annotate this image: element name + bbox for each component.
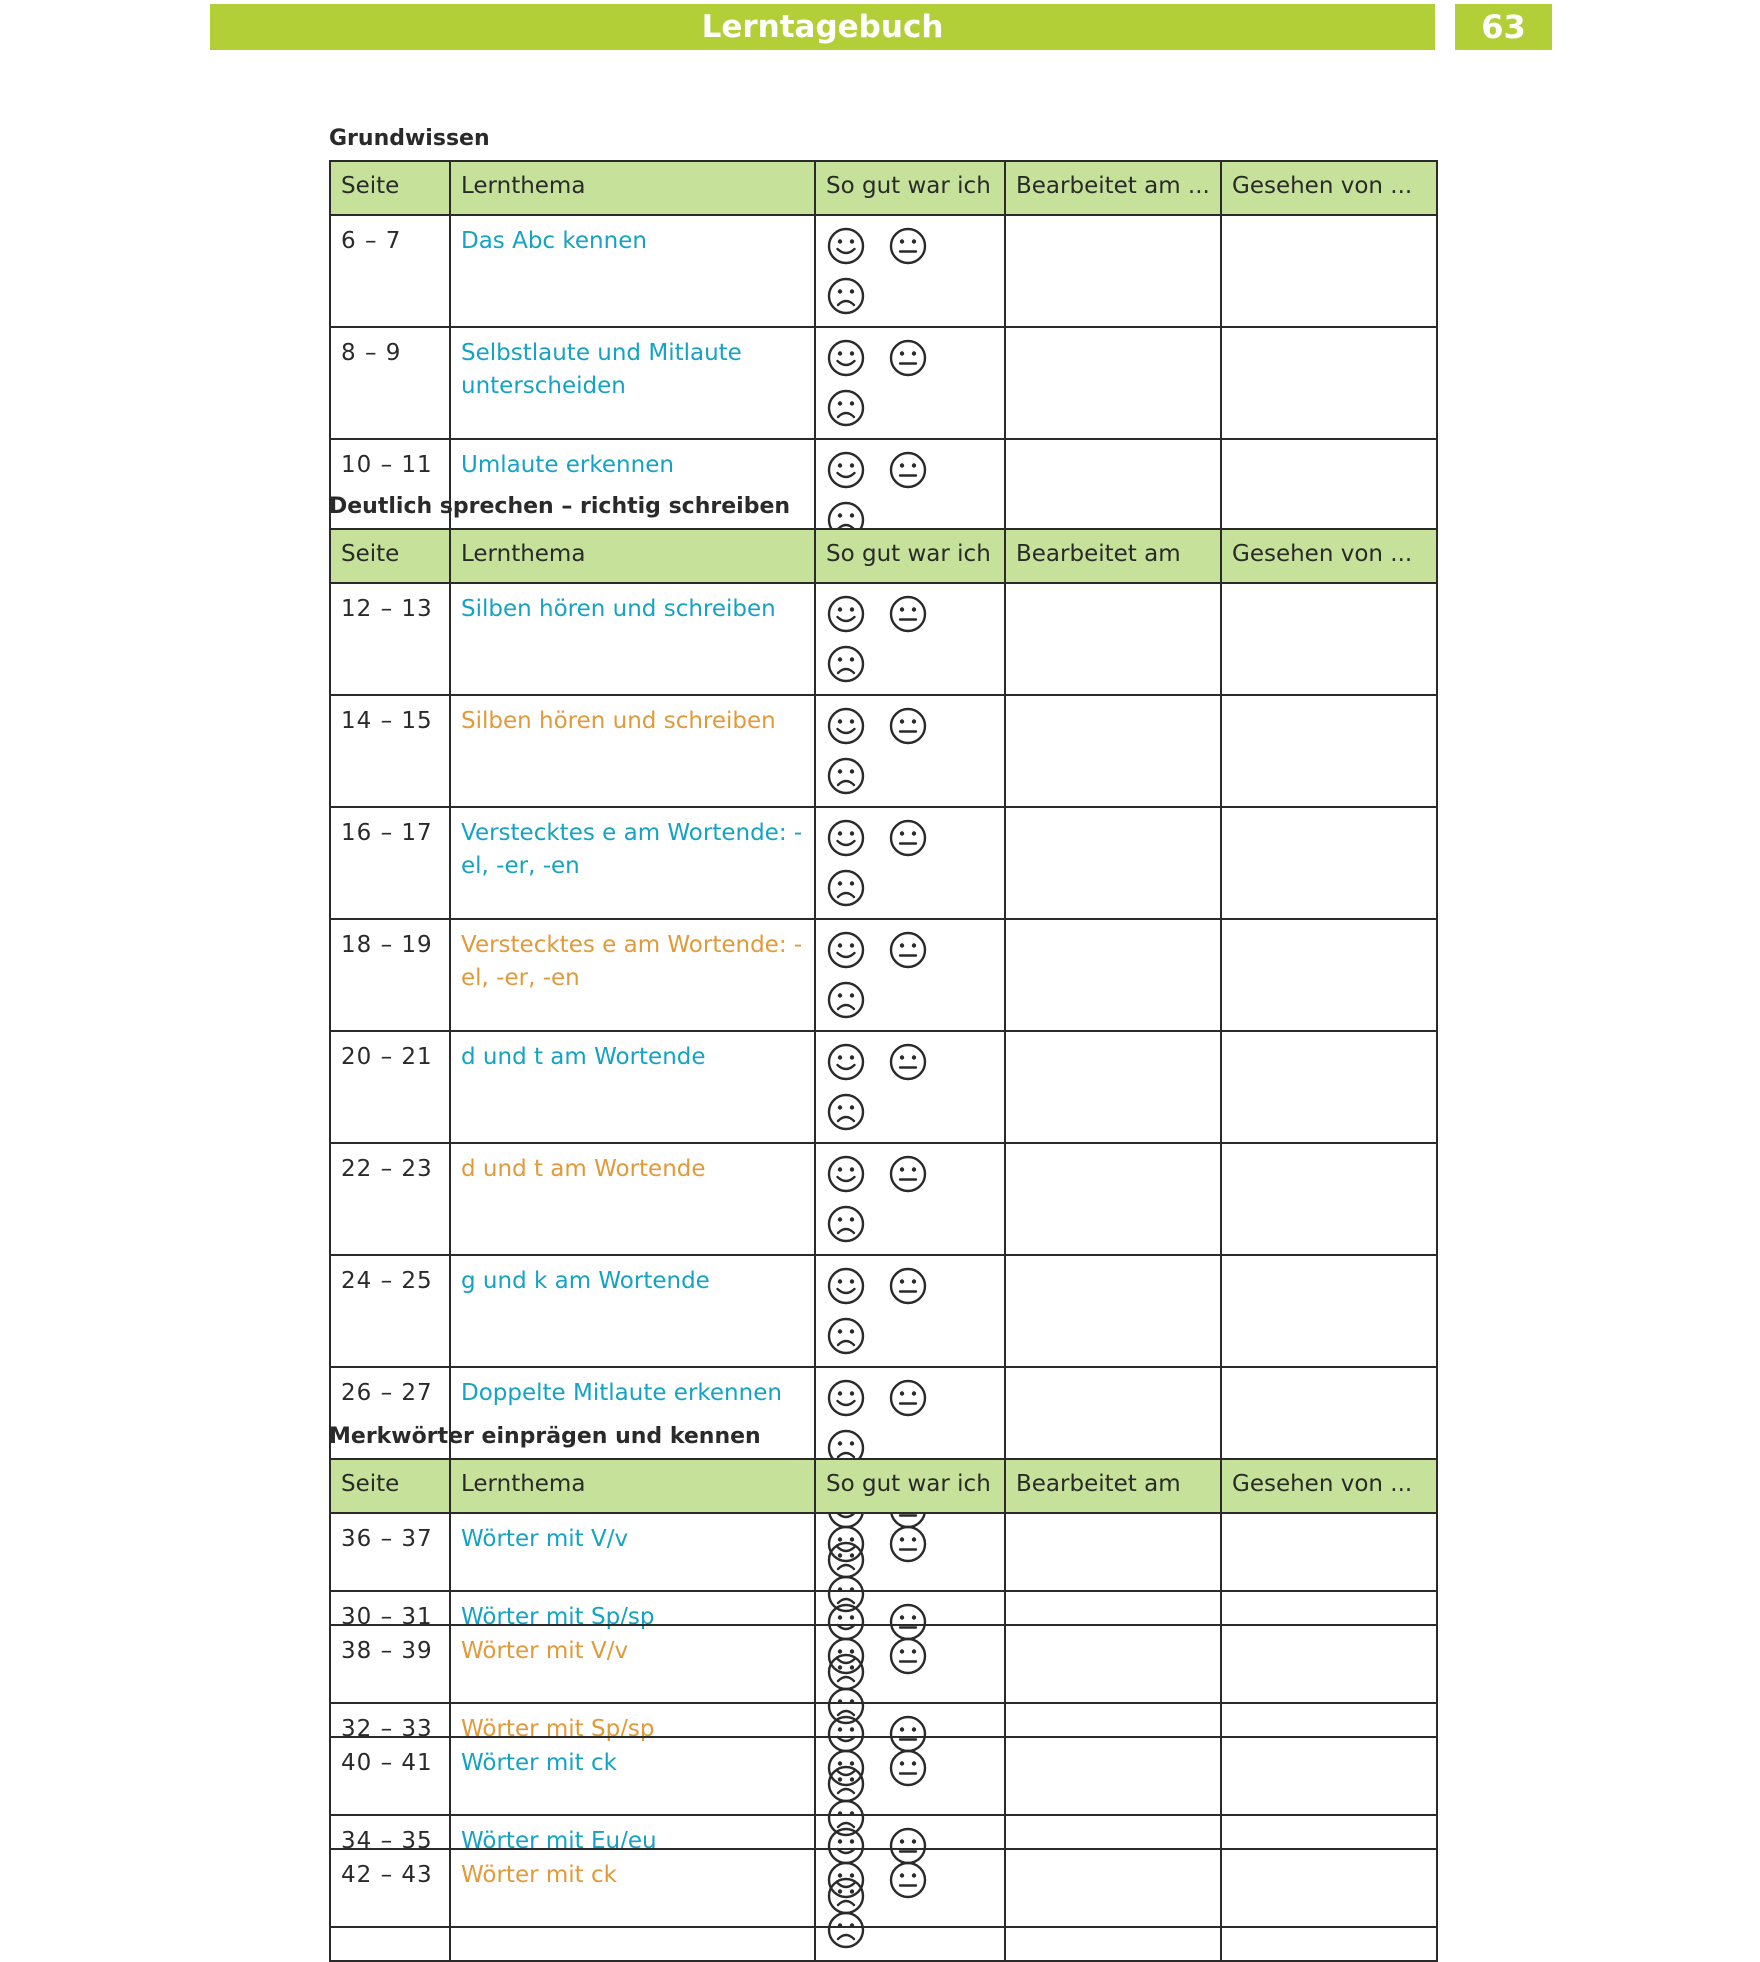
- smiley-neutral-icon[interactable]: [888, 1636, 928, 1676]
- smiley-sad-icon[interactable]: [826, 388, 866, 428]
- smiley-neutral-icon[interactable]: [888, 1266, 928, 1306]
- col-header-seite: Seite: [330, 161, 450, 215]
- smiley-happy-icon[interactable]: [826, 706, 866, 746]
- bearbeitet-am-cell[interactable]: [1005, 1143, 1221, 1255]
- seite-cell: 10 – 11: [330, 439, 450, 551]
- lernthema-cell: Wörter mit ck: [450, 1737, 815, 1849]
- gesehen-von-cell[interactable]: [1221, 1255, 1437, 1367]
- lernthema-cell: Umlaute erkennen: [450, 439, 815, 551]
- section-title-grundwissen: Grundwissen: [329, 126, 490, 151]
- seite-cell: 6 – 7: [330, 215, 450, 327]
- rating-cell: [815, 1143, 1005, 1255]
- lernthema-cell: Verstecktes e am Wortende: -el, -er, -en: [450, 807, 815, 919]
- table-row: [330, 1255, 1437, 1367]
- seite-cell: 32 – 33: [330, 1703, 450, 1815]
- col-header-seite: Seite: [330, 1459, 450, 1513]
- rating-cell: [815, 327, 1005, 439]
- seite-cell: 36 – 37: [330, 1513, 450, 1625]
- gesehen-von-cell[interactable]: [1221, 919, 1437, 1031]
- rating-cell: [815, 919, 1005, 1031]
- rating-cell: [815, 1625, 1005, 1737]
- smiley-happy-icon[interactable]: [826, 1860, 866, 1900]
- col-header-lernthema: Lernthema: [450, 529, 815, 583]
- bearbeitet-am-cell[interactable]: [1005, 1031, 1221, 1143]
- lernthema-cell: g und k am Wortende: [450, 1255, 815, 1367]
- table-row: [330, 919, 1437, 1031]
- smiley-sad-icon[interactable]: [826, 1316, 866, 1356]
- lernthema-cell: Wörter mit ck: [450, 1849, 815, 1961]
- table-row: [330, 1513, 1437, 1625]
- table-row: [330, 215, 1437, 327]
- smiley-sad-icon[interactable]: [826, 980, 866, 1020]
- smiley-sad-icon[interactable]: [826, 1092, 866, 1132]
- lernthema-cell: Wörter mit Sp/sp: [450, 1591, 815, 1703]
- bearbeitet-am-cell[interactable]: [1005, 807, 1221, 919]
- gesehen-von-cell[interactable]: [1221, 1513, 1437, 1625]
- smiley-neutral-icon[interactable]: [888, 930, 928, 970]
- seite-cell: 34 – 35: [330, 1815, 450, 1927]
- table-body: [330, 1513, 1437, 1961]
- gesehen-von-cell[interactable]: [1221, 1143, 1437, 1255]
- gesehen-von-cell[interactable]: [1221, 583, 1437, 695]
- smiley-happy-icon[interactable]: [826, 338, 866, 378]
- col-header-lernthema: Lernthema: [450, 161, 815, 215]
- smiley-sad-icon[interactable]: [826, 276, 866, 316]
- lernthema-cell: Wörter mit Eu/eu: [450, 1815, 815, 1927]
- gesehen-von-cell[interactable]: [1221, 695, 1437, 807]
- smiley-sad-icon[interactable]: [826, 756, 866, 796]
- bearbeitet-am-cell[interactable]: [1005, 1625, 1221, 1737]
- table-row: [330, 583, 1437, 695]
- lernthema-cell: Wörter mit Sp/sp: [450, 1703, 815, 1815]
- smiley-happy-icon[interactable]: [826, 1266, 866, 1306]
- col-header-gesehen-von: Gesehen von ...: [1221, 161, 1437, 215]
- page-header-title: Lerntagebuch: [210, 4, 1435, 50]
- table-row: [330, 695, 1437, 807]
- section-title-merkwoerter: Merkwörter einprägen und kennen: [329, 1424, 761, 1449]
- smiley-neutral-icon[interactable]: [888, 594, 928, 634]
- section-title-deutlich-sprechen: Deutlich sprechen – richtig schreiben: [329, 494, 791, 519]
- seite-cell: 16 – 17: [330, 807, 450, 919]
- seite-cell: 20 – 21: [330, 1031, 450, 1143]
- smiley-sad-icon[interactable]: [826, 644, 866, 684]
- smiley-neutral-icon[interactable]: [888, 1748, 928, 1788]
- rating-cell: [815, 1737, 1005, 1849]
- col-header-bearbeitet-am: Bearbeitet am: [1005, 529, 1221, 583]
- gesehen-von-cell[interactable]: [1221, 1849, 1437, 1961]
- lernthema-cell: d und t am Wortende: [450, 1143, 815, 1255]
- seite-cell: 14 – 15: [330, 695, 450, 807]
- bearbeitet-am-cell[interactable]: [1005, 327, 1221, 439]
- rating-cell: [815, 215, 1005, 327]
- col-header-seite: Seite: [330, 529, 450, 583]
- smiley-neutral-icon[interactable]: [888, 1524, 928, 1564]
- smiley-neutral-icon[interactable]: [888, 1154, 928, 1194]
- bearbeitet-am-cell[interactable]: [1005, 1513, 1221, 1625]
- smiley-happy-icon[interactable]: [826, 1378, 866, 1418]
- bearbeitet-am-cell[interactable]: [1005, 583, 1221, 695]
- rating-cell: [815, 695, 1005, 807]
- smiley-neutral-icon[interactable]: [888, 450, 928, 490]
- smiley-sad-icon[interactable]: [826, 1798, 866, 1838]
- smiley-happy-icon[interactable]: [826, 594, 866, 634]
- col-header-bearbeitet-am: Bearbeitet am ...: [1005, 161, 1221, 215]
- smiley-happy-icon[interactable]: [826, 1524, 866, 1564]
- table-row: [330, 1143, 1437, 1255]
- col-header-lernthema: Lernthema: [450, 1459, 815, 1513]
- smiley-sad-icon[interactable]: [826, 1574, 866, 1614]
- rating-cell: [815, 1255, 1005, 1367]
- lernthema-cell: Wörter mit V/v: [450, 1513, 815, 1625]
- smiley-neutral-icon[interactable]: [888, 226, 928, 266]
- lernthema-cell: Verstecktes e am Wortende: -el, -er, -en: [450, 919, 815, 1031]
- smiley-sad-icon[interactable]: [826, 1910, 866, 1950]
- bearbeitet-am-cell[interactable]: [1005, 215, 1221, 327]
- seite-cell: 24 – 25: [330, 1255, 450, 1367]
- col-header-so-gut-war-ich: So gut war ich: [815, 161, 1005, 215]
- seite-cell: 18 – 19: [330, 919, 450, 1031]
- col-header-gesehen-von: Gesehen von ...: [1221, 529, 1437, 583]
- seite-cell: 22 – 23: [330, 1143, 450, 1255]
- smiley-sad-icon[interactable]: [826, 868, 866, 908]
- lernthema-cell: Doppelte Mitlaute erkennen: [450, 1367, 815, 1479]
- rating-cell: [815, 1031, 1005, 1143]
- table-row: [330, 1625, 1437, 1737]
- bearbeitet-am-cell[interactable]: [1005, 1737, 1221, 1849]
- smiley-sad-icon[interactable]: [826, 1204, 866, 1244]
- seite-cell: 26 – 27: [330, 1367, 450, 1479]
- smiley-neutral-icon[interactable]: [888, 1860, 928, 1900]
- seite-cell: 12 – 13: [330, 583, 450, 695]
- col-header-gesehen-von: Gesehen von ...: [1221, 1459, 1437, 1513]
- smiley-sad-icon[interactable]: [826, 1686, 866, 1726]
- bearbeitet-am-cell[interactable]: [1005, 695, 1221, 807]
- seite-cell: 40 – 41: [330, 1737, 450, 1849]
- seite-cell: 38 – 39: [330, 1625, 450, 1737]
- smiley-happy-icon[interactable]: [826, 1636, 866, 1676]
- col-header-bearbeitet-am: Bearbeitet am: [1005, 1459, 1221, 1513]
- lernthema-cell: Silben hören und schreiben: [450, 583, 815, 695]
- lernthema-cell: d und t am Wortende: [450, 1031, 815, 1143]
- seite-cell: 30 – 31: [330, 1591, 450, 1703]
- smiley-happy-icon[interactable]: [826, 1154, 866, 1194]
- table-row: [330, 1849, 1437, 1961]
- gesehen-von-cell[interactable]: [1221, 1625, 1437, 1737]
- rating-cell: [815, 1513, 1005, 1625]
- smiley-happy-icon[interactable]: [826, 818, 866, 858]
- smiley-neutral-icon[interactable]: [888, 1042, 928, 1082]
- smiley-neutral-icon[interactable]: [888, 818, 928, 858]
- smiley-happy-icon[interactable]: [826, 1042, 866, 1082]
- bearbeitet-am-cell[interactable]: [1005, 1849, 1221, 1961]
- smiley-neutral-icon[interactable]: [888, 706, 928, 746]
- bearbeitet-am-cell[interactable]: [1005, 919, 1221, 1031]
- bearbeitet-am-cell[interactable]: [1005, 1255, 1221, 1367]
- table-row: [330, 327, 1437, 439]
- smiley-neutral-icon[interactable]: [888, 1378, 928, 1418]
- table-row: [330, 807, 1437, 919]
- col-header-so-gut-war-ich: So gut war ich: [815, 1459, 1005, 1513]
- smiley-neutral-icon[interactable]: [888, 338, 928, 378]
- smiley-happy-icon[interactable]: [826, 450, 866, 490]
- lernthema-cell: Silben hören und schreiben: [450, 695, 815, 807]
- col-header-so-gut-war-ich: So gut war ich: [815, 529, 1005, 583]
- lernthema-cell: Das Abc kennen: [450, 215, 815, 327]
- gesehen-von-cell[interactable]: [1221, 1031, 1437, 1143]
- page-number: 63: [1455, 4, 1552, 50]
- table-row: [330, 1737, 1437, 1849]
- gesehen-von-cell[interactable]: [1221, 1737, 1437, 1849]
- gesehen-von-cell[interactable]: [1221, 807, 1437, 919]
- smiley-happy-icon[interactable]: [826, 226, 866, 266]
- rating-cell: [815, 807, 1005, 919]
- table-row: [330, 1031, 1437, 1143]
- gesehen-von-cell[interactable]: [1221, 327, 1437, 439]
- rating-cell: [815, 1849, 1005, 1961]
- seite-cell: 8 – 9: [330, 327, 450, 439]
- smiley-happy-icon[interactable]: [826, 1748, 866, 1788]
- rating-cell: [815, 583, 1005, 695]
- smiley-happy-icon[interactable]: [826, 930, 866, 970]
- seite-cell: 42 – 43: [330, 1849, 450, 1961]
- lernthema-cell: Selbstlaute und Mitlaute unterscheiden: [450, 327, 815, 439]
- lernthema-cell: Wörter mit V/v: [450, 1625, 815, 1737]
- gesehen-von-cell[interactable]: [1221, 215, 1437, 327]
- table-merkwoerter: [329, 1458, 1438, 1962]
